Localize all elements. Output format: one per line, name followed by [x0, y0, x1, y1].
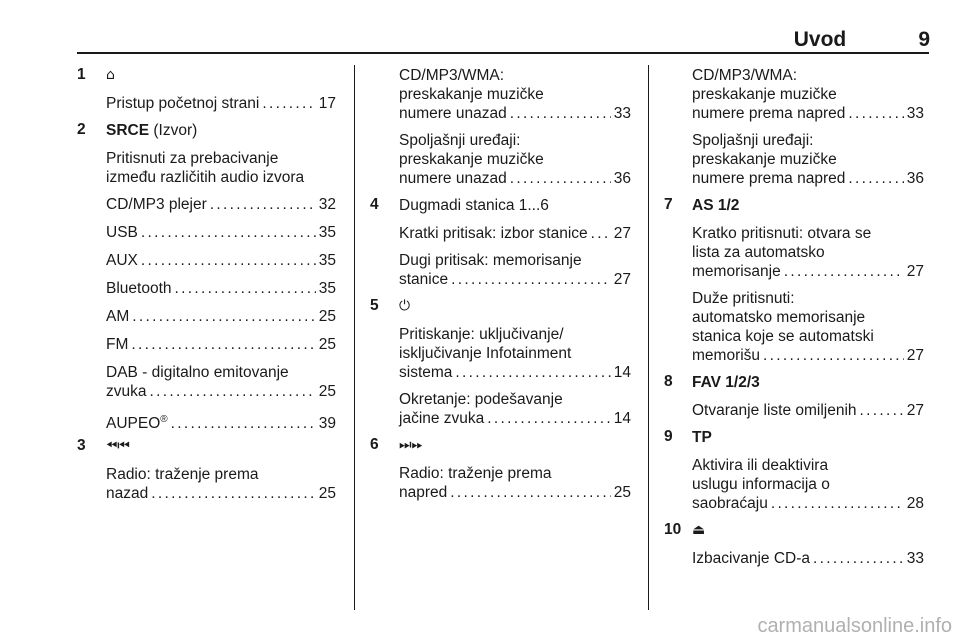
as-short-line-2: lista za automatsko — [692, 244, 825, 261]
toc-entry-radio-back[interactable]: nazad . . . 25 — [106, 484, 336, 503]
toc-entry-aupeo[interactable]: AUPEO® . . . 39 — [106, 410, 336, 433]
toc-entry-station-long[interactable]: stanice . . . 27 — [399, 270, 631, 289]
station-buttons-title: Dugmadi stanica 1...6 — [399, 197, 549, 214]
power-line-2: isključivanje Infotainment — [399, 345, 572, 362]
column-divider-2 — [648, 65, 649, 610]
item-number-2: 2 — [77, 121, 86, 138]
item-number-8: 8 — [664, 373, 673, 390]
eject-icon: ⏏ — [692, 522, 706, 538]
toc-entry-fav[interactable]: Otvaranje liste omiljenih . . . 27 — [692, 401, 924, 420]
home-icon: ⌂ — [106, 67, 115, 83]
toc-entry-dab[interactable]: zvuka . . . 25 — [106, 382, 336, 401]
as-short-line-1: Kratko pritisnuti: otvara se — [692, 225, 872, 242]
seek-forward-icon: ⏭︎⏩︎ — [399, 437, 423, 453]
volume-line-1: Okretanje: podešavanje — [399, 391, 563, 408]
toc-entry-tp[interactable]: saobraćaju . . . 28 — [692, 494, 924, 513]
toc-entry-home[interactable]: Pristup početnoj strani . . . 17 — [106, 94, 336, 113]
toc-entry-power[interactable]: sistema . . . 14 — [399, 363, 631, 382]
header-rule — [77, 52, 929, 54]
toc-entry-usb[interactable]: USB . . . 35 — [106, 223, 336, 242]
toc-entry-fm[interactable]: FM . . . 25 — [106, 335, 336, 354]
as-long-line-2: automatsko memorisanje — [692, 309, 866, 326]
toc-entry-aux[interactable]: AUX . . . 35 — [106, 251, 336, 270]
toc-entry-cd-back[interactable]: numere unazad . . . 33 — [399, 104, 631, 123]
toc-entry-am[interactable]: AM . . . 25 — [106, 307, 336, 326]
cd-forward-line-2: preskakanje muzičke — [692, 86, 837, 103]
fav-title: FAV 1/2/3 — [692, 374, 760, 391]
item-number-1: 1 — [77, 66, 86, 83]
toc-entry-ext-back[interactable]: numere unazad . . . 36 — [399, 169, 631, 188]
srce-desc-line-1: Pritisnuti za prebacivanje — [106, 150, 279, 167]
ext-forward-line-2: preskakanje muzičke — [692, 151, 837, 168]
toc-entry-eject[interactable]: Izbacivanje CD-a . . . 33 — [692, 549, 924, 568]
seek-back-icon: ⏪︎⏮︎ — [106, 438, 130, 454]
toc-entry-bluetooth[interactable]: Bluetooth . . . 35 — [106, 279, 336, 298]
watermark: carmanualsonline.info — [757, 615, 952, 637]
ext-forward-line-1: Spoljašnji uređaji: — [692, 132, 814, 149]
toc-entry-as-short[interactable]: memorisanje . . . 27 — [692, 262, 924, 281]
item-number-7: 7 — [664, 196, 673, 213]
tp-title: TP — [692, 429, 712, 446]
tp-line-1: Aktivira ili deaktivira — [692, 457, 829, 474]
as-long-line-1: Duže pritisnuti: — [692, 290, 795, 307]
column-divider-1 — [354, 65, 355, 610]
radio-forward-line-1: Radio: traženje prema — [399, 465, 552, 482]
item-number-4: 4 — [370, 196, 379, 213]
tp-line-2: uslugu informacija o — [692, 476, 830, 493]
cd-back-line-1: CD/MP3/WMA: — [399, 67, 505, 84]
cd-forward-line-1: CD/MP3/WMA: — [692, 67, 798, 84]
page-section-title: Uvod — [793, 28, 847, 51]
toc-entry-as-long[interactable]: memorišu . . . 27 — [692, 346, 924, 365]
toc-entry-ext-forward[interactable]: numere prema napred . . . 36 — [692, 169, 924, 188]
toc-entry-cd[interactable]: CD/MP3 plejer . . . 32 — [106, 195, 336, 214]
srce-heading: SRCE (Izvor) — [106, 122, 198, 139]
item-number-5: 5 — [370, 297, 379, 314]
as-long-line-3: stanica koje se automatski — [692, 328, 874, 345]
radio-back-line-1: Radio: traženje prema — [106, 466, 259, 483]
dab-line-1: DAB - digitalno emitovanje — [106, 364, 289, 381]
item-number-10: 10 — [664, 521, 682, 538]
station-long-line-1: Dugi pritisak: memorisanje — [399, 252, 582, 269]
toc-entry-cd-forward[interactable]: numere prema napred . . . 33 — [692, 104, 924, 123]
as-title: AS 1/2 — [692, 197, 740, 214]
page-number: 9 — [918, 28, 930, 51]
srce-desc-line-2: između različitih audio izvora — [106, 169, 305, 186]
toc-entry-radio-forward[interactable]: napred . . . 25 — [399, 483, 631, 502]
power-line-1: Pritiskanje: uključivanje/ — [399, 326, 564, 343]
toc-entry-volume[interactable]: jačine zvuka . . . 14 — [399, 409, 631, 428]
item-number-3: 3 — [77, 437, 86, 454]
toc-entry-station-short[interactable]: Kratki pritisak: izbor stanice . . . 27 — [399, 224, 631, 243]
power-icon: ⏻ — [399, 298, 411, 314]
item-number-6: 6 — [370, 436, 379, 453]
cd-back-line-2: preskakanje muzičke — [399, 86, 544, 103]
item-number-9: 9 — [664, 428, 673, 445]
ext-back-line-2: preskakanje muzičke — [399, 151, 544, 168]
ext-back-line-1: Spoljašnji uređaji: — [399, 132, 521, 149]
